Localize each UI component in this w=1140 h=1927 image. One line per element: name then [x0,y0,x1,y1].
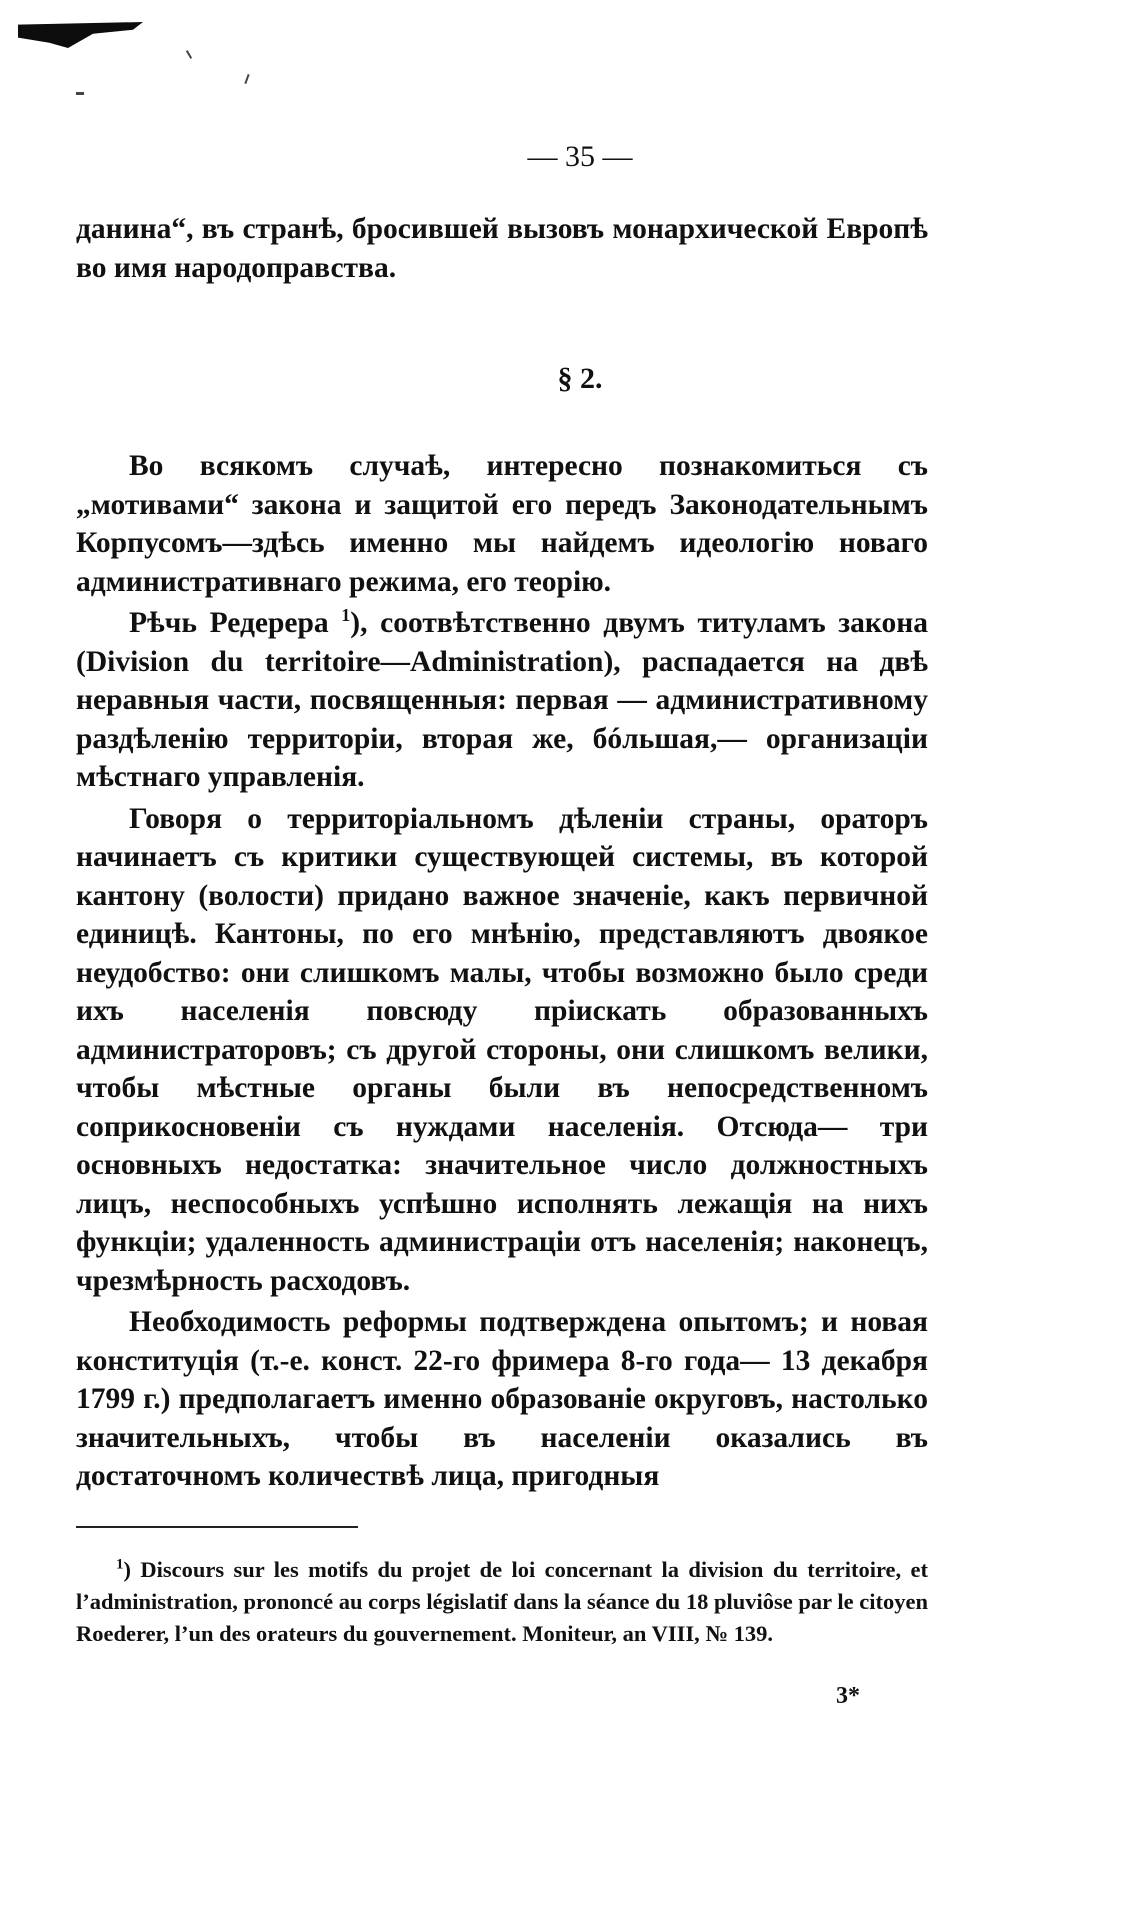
footnote-text: ) Discours sur les motifs du projet de loi concernant la division du territoire, et l’administration, prononcé au corps législatif dans la séance du 18 pluviôse par le citoyen Roederer, l’un des orateurs du gouvernement. Moniteur, an VIII, № 139. [76,1557,928,1646]
paragraph-text: Рѣчь Редерера [129,607,342,639]
footnote [76,1554,928,1650]
signature-mark: 3* [836,1683,860,1709]
paragraph [76,800,928,1301]
paragraph [76,447,928,601]
paragraph [76,1303,928,1496]
paragraph-text: ), соотвѣтственно двумъ титуламъ закона (Division du territoire—Administration), распадается на двѣ неравныя части, посвященныя: первая — административному раздѣленію территоріи, вторая же, бóльшая,— организаціи мѣстнаго управленія. [76,607,928,793]
scan-speck [244,74,249,84]
section-heading: § 2. [557,362,603,395]
scan-artifact [18,22,143,48]
intro-paragraph [76,210,928,287]
footnote-marker: 1 [116,1556,124,1573]
paragraph [76,604,928,797]
main-text [76,447,928,1499]
paragraph-text: Во всякомъ случаѣ, интересно познакомиться съ „мотивами“ закона и защитой его передъ Законодательнымъ Корпусомъ—здѣсь именно мы найдемъ идеологію новаго административнаго режима, его теорію. [76,450,928,598]
footnote-reference: 1 [341,605,351,626]
scan-speck [186,50,192,59]
scan-speck [76,92,84,95]
page-number: — 35 — [527,140,633,173]
paragraph-text: Говоря о территоріальномъ дѣленіи страны, ораторъ начинаетъ съ критики существующей системы, въ которой кантону (волости) придано важное значеніе, какъ первичной единицѣ. Кантоны, по его мнѣнію, представляютъ двоякое неудобство: они слишкомъ малы, чтобы возможно было среди ихъ населенія повсюду пріискать образованныхъ администраторовъ; съ другой стороны, они слишкомъ велики, чтобы мѣстные органы были въ непосредственномъ соприкосновеніи съ нуждами населенія. Отсюда— три основныхъ недостатка: значительное число должностныхъ лицъ, неспособныхъ успѣшно исполнять лежащія на нихъ функціи; удаленность администраціи отъ населенія; наконецъ, чрезмѣрность расходовъ. [76,802,928,1297]
footnote-divider [76,1526,358,1528]
paragraph-text: Необходимость реформы подтверждена опытомъ; и новая конституція (т.-е. конст. 22-го фримера 8-го года— 13 декабря 1799 г.) предполагаетъ именно образованіе округовъ, настолько значительныхъ, чтобы въ населеніи оказались въ достаточномъ количествѣ лица, пригодныя [76,1306,928,1492]
intro-text: данина“, въ странѣ, бросившей вызовъ монархической Европѣ во имя народоправства. [76,213,928,284]
